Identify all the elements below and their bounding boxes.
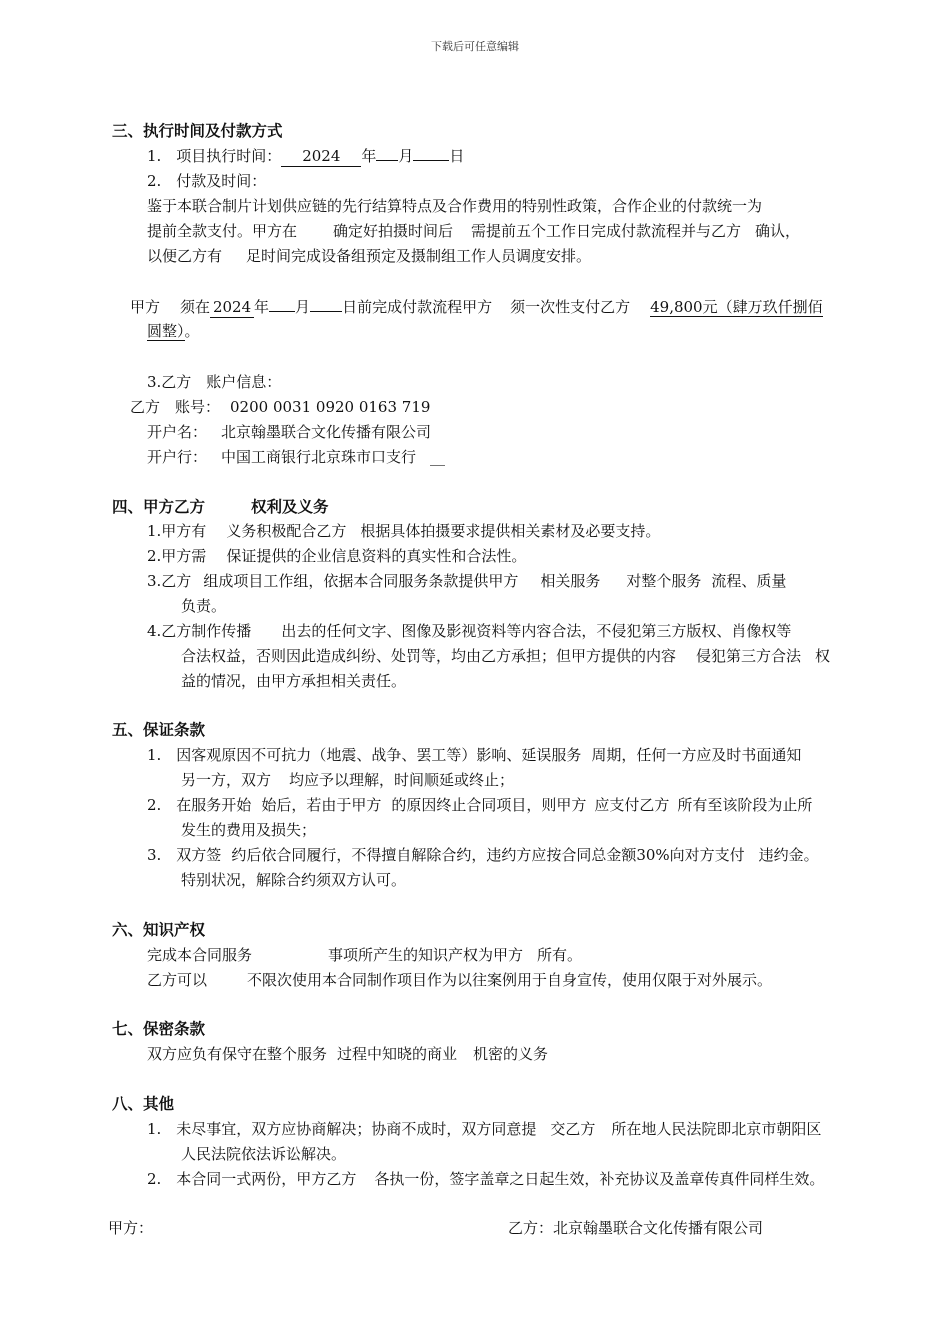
s4-title-b: 权利及义务 — [251, 497, 329, 516]
execution-time-label: 1. 项目执行时间： — [147, 147, 282, 165]
s3-paragraph-line2 — [147, 221, 800, 241]
s4-l3b: 组成项目工作组，依据本合同服务 — [203, 572, 429, 590]
s7-l1b: 过程中知晓的商业 — [337, 1045, 458, 1063]
s4-l2a: 2.甲方需 — [147, 547, 207, 565]
signature-party-a: 甲方： — [108, 1219, 154, 1237]
s4-l4f: 权 — [815, 647, 831, 665]
s4-l3f: 流程、质量 — [711, 572, 787, 590]
pay-party-a: 甲方 — [130, 298, 161, 316]
s5-l1c: 另一方，双方 — [181, 771, 272, 789]
section-8-title: 八、其他 — [112, 1094, 175, 1113]
s3-account-info-title: 3.乙方 账户信息： — [147, 373, 282, 391]
s5-line3 — [147, 845, 819, 865]
s4-l3e: 对整个服务 — [626, 572, 702, 590]
s4-l4c: 合法权益，否则因此造成纠纷、处罚等，均由乙方 — [181, 647, 512, 665]
signature-party-b: 乙方：北京翰墨联合文化传播有限公司 — [508, 1219, 764, 1237]
pay-month-unit: 月 — [295, 298, 311, 316]
bank-tail: __ — [430, 448, 446, 466]
page-header: 下载后可任意编辑 — [431, 40, 519, 53]
execution-month-blank — [376, 160, 398, 161]
s5-line2-cont: 发生的费用及损失； — [181, 821, 317, 839]
section-5-title: 五、保证条款 — [112, 720, 206, 739]
s4-line3 — [147, 571, 786, 591]
s4-line4-cont2 — [181, 671, 406, 691]
s6-l1b: 事项所产生的知识产权为甲方 — [328, 946, 524, 964]
section-7-title: 七、保密条款 — [112, 1019, 206, 1038]
pay-amount-period: 。 — [184, 322, 200, 340]
s4-line4 — [147, 621, 791, 641]
s6-l1a: 完成本合同服务 — [147, 946, 253, 964]
pay-once: 须一次性支付乙方 — [510, 298, 631, 316]
s5-l1a: 1. 因客观原因不可抗力（地震、战争、罢工等）影响、延误服务 — [147, 746, 582, 764]
para2-d: 确认， — [755, 222, 801, 240]
s5-line1 — [147, 745, 801, 765]
s5-l3b: 约后依合同履行，不得擅自解除合约，违约方应按合同总金额30%向对方支付 — [231, 846, 745, 864]
s7-line1 — [147, 1044, 548, 1064]
s6-line1 — [147, 945, 582, 965]
holder-label: 开户名： — [147, 423, 208, 441]
s5-line2 — [147, 795, 812, 815]
s3-paragraph-line1: 鉴于本联合制片计划供应链的先行结算特点及合作费用的特别性政策，合作企业的付款统一为 — [147, 197, 763, 215]
pay-amount: 49,800元（肆万玖仟捌佰 — [650, 298, 823, 316]
execution-day-blank — [413, 160, 449, 161]
pay-complete: 日前完成付款流程 — [342, 298, 463, 316]
para2-c: 需提前五个工作日完成付款流程并与乙方 — [471, 222, 742, 240]
s5-l2e: 所有至该阶段为止所 — [677, 796, 813, 814]
s5-l2c: 的原因终止合同项目，则甲方 — [391, 796, 587, 814]
s4-line2 — [147, 546, 526, 566]
s4-l3c: 条款提供甲方 — [428, 572, 519, 590]
s8-l1c: 所在地人民法院即北京市朝阳区 — [611, 1120, 822, 1138]
s5-line3-cont: 特别状况，解除合约须双方认可。 — [181, 871, 407, 889]
s5-l1b: 周期，任何一方应及时书面通知 — [591, 746, 802, 764]
s6-l2a: 乙方可以 — [147, 971, 208, 989]
s7-l1a: 双方应负有保守在整个服务 — [147, 1045, 328, 1063]
s4-l3d: 相关服务 — [540, 572, 601, 590]
s5-l3c: 违约金。 — [758, 846, 819, 864]
s3-bank — [147, 447, 445, 467]
pay-year: 2024 — [210, 297, 254, 318]
s8-line2 — [147, 1169, 824, 1189]
section-3-title: 三、执行时间及付款方式 — [112, 121, 283, 140]
s8-l1a: 1. 未尽事宜，双方应协商解决；协商不成时，双方同意提 — [147, 1120, 537, 1138]
s5-l2d: 应支付乙方 — [594, 796, 670, 814]
s8-line1 — [147, 1119, 821, 1139]
section-6-title: 六、知识产权 — [112, 920, 206, 939]
s3-execution-time — [147, 146, 464, 167]
s8-line1-cont: 人民法院依法诉讼解决。 — [181, 1145, 347, 1163]
s8-l2b: 各执一份，签字盖章之日起生效，补充协议及盖章传真件同样生效。 — [374, 1170, 825, 1188]
s4-l1c: 根据具体拍摄要求提供相关素材及必要支持。 — [360, 522, 661, 540]
s7-l1c: 机密的义务 — [473, 1045, 549, 1063]
s8-l2a: 2. 本合同一式两份，甲方乙方 — [147, 1170, 357, 1188]
para3-b: 足时间完成设备组预定及摄制组工作人员调度安排。 — [246, 247, 592, 265]
pay-month-blank — [269, 311, 295, 312]
section-4-title — [112, 497, 329, 517]
s4-line1 — [147, 521, 660, 541]
month-unit: 月 — [398, 147, 414, 165]
s6-line2 — [147, 970, 772, 990]
para2-a: 提前全款支付。甲方在 — [147, 222, 298, 240]
s5-l3a: 3. 双方签 — [147, 846, 222, 864]
year-unit: 年 — [361, 147, 377, 165]
s4-line3-cont: 负责。 — [181, 597, 227, 615]
para2-b: 确定好拍摄时间后 — [333, 222, 454, 240]
s5-l1d: 均应予以理解，时间顺延或终止； — [289, 771, 515, 789]
s4-l4b: 出去的任何文字、图像及影视资料等内容合法，不侵犯第三方版权、肖像权等 — [281, 622, 792, 640]
s5-line1-cont — [181, 770, 514, 790]
s3-amount-line2 — [147, 321, 200, 341]
account-label: 乙方 账号： — [130, 398, 221, 416]
pay-must: 须在 — [180, 298, 211, 316]
s4-line4-cont — [181, 646, 830, 666]
s4-l1a: 1.甲方有 — [147, 522, 207, 540]
s4-l4d: 承担；但甲方提供的内容 — [511, 647, 677, 665]
pay-amount-end: 圆整） — [147, 322, 185, 340]
s5-l2b: 始后，若由于甲方 — [261, 796, 382, 814]
s3-account-holder — [147, 422, 431, 442]
s6-l2b: 不限次使用本合同制作项目作为以往案例用于自身宣传，使用仅限于对外展示。 — [247, 971, 773, 989]
execution-year: 2024 — [281, 146, 361, 167]
bank-name: 中国工商银行北京珠市口支行 — [221, 448, 417, 466]
s4-l4h: 承担相关责任。 — [301, 672, 407, 690]
holder-name: 北京翰墨联合文化传播有限公司 — [221, 423, 432, 441]
pay-day-blank — [310, 311, 342, 312]
s8-l1b: 交乙方 — [550, 1120, 596, 1138]
s6-l1c: 所有。 — [537, 946, 583, 964]
day-unit: 日 — [449, 147, 465, 165]
s3-paragraph-line3 — [147, 246, 591, 266]
s4-title-a: 四、甲方乙方 — [112, 497, 206, 516]
s4-l4g: 益的情况，由甲方 — [181, 672, 302, 690]
bank-label: 开户行： — [147, 448, 208, 466]
s3-account-number — [130, 397, 430, 417]
account-number: 0200 0031 0920 0163 719 — [230, 398, 431, 416]
s4-l3a: 3.乙方 — [147, 572, 192, 590]
s3-payment-deadline — [130, 297, 823, 318]
para3-a: 以便乙方有 — [147, 247, 223, 265]
s4-l4a: 4.乙方制作传播 — [147, 622, 252, 640]
s3-payment-time: 2. 付款及时间： — [147, 172, 267, 190]
pay-year-unit: 年 — [254, 298, 270, 316]
s4-l2b: 保证提供的企业信息资料的真实性和合法性。 — [226, 547, 527, 565]
s5-l2a: 2. 在服务开始 — [147, 796, 252, 814]
s4-l1b: 义务积极配合乙方 — [226, 522, 347, 540]
pay-party-a-2: 甲方 — [462, 298, 493, 316]
s4-l4e: 侵犯第三方合法 — [696, 647, 802, 665]
